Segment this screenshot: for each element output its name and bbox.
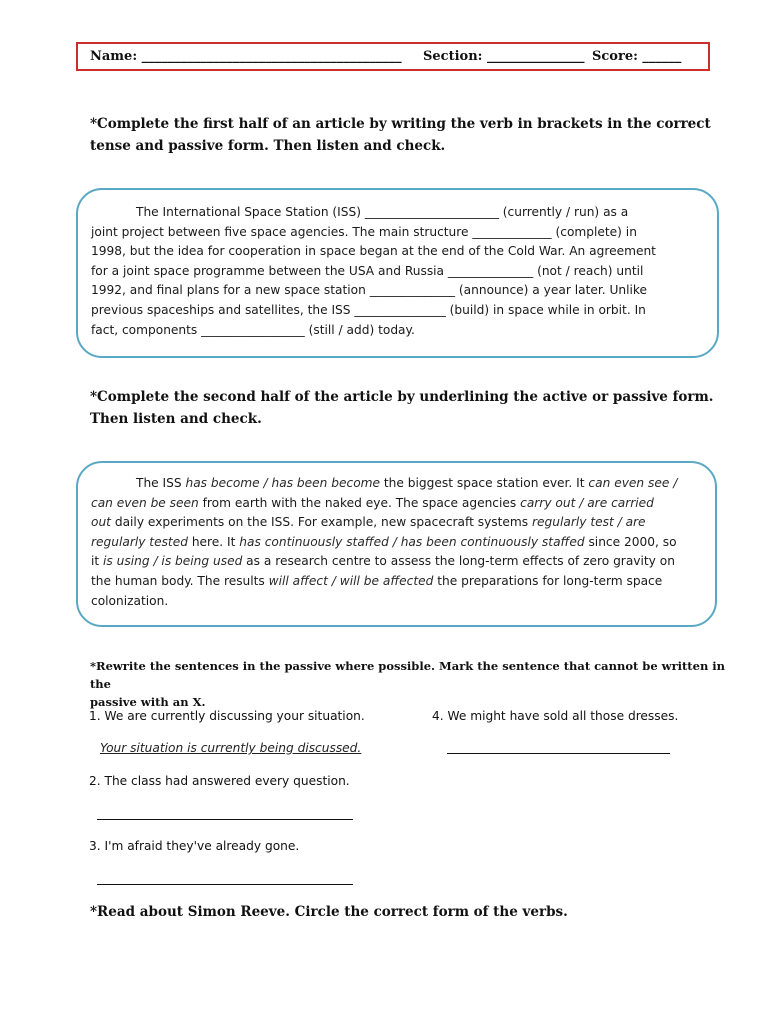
article-text: from earth with the naked eye. The space agencies [198,495,521,510]
article-text: the biggest space station ever. It [380,476,589,490]
verb-choice[interactable]: has become / has been become [185,476,381,490]
question-1: 1. We are currently discussing your situation. [89,709,365,723]
article-text: colonization. [91,593,169,608]
question-1-answer: Your situation is currently being discussed. [100,741,362,755]
article-line: previous spaceships and satellites, the ISS _______________ (build) in space while in orbit. In [91,302,646,317]
question-3-answer-line[interactable] [97,884,353,885]
question-4-answer-line[interactable] [447,753,670,754]
article-line [91,533,711,553]
article-line [91,474,711,494]
article-line: joint project between five space agencies. The main structure _____________ (complete) in [91,224,637,239]
name-field[interactable]: Name: ________________________________________ [90,49,402,64]
part3-instruction [90,657,730,711]
article-text: since 2000, so [584,534,677,549]
article-line: for a joint space programme between the USA and Russia ______________ (not / reach) until [91,263,644,278]
part1-instruction-line: *Complete the first half of an article by writing the verb in brackets in the correct [90,116,711,132]
article-second-half-text [91,474,711,611]
article-text: it [91,554,104,569]
article-line [91,572,711,592]
article-line [91,552,711,572]
article-line: fact, components _________________ (still / add) today. [91,322,415,337]
article-line [91,513,711,533]
article-line: The International Space Station (ISS) ______________________ (currently / run) as a [136,205,629,219]
part1-instruction-line: tense and passive form. Then listen and check. [90,138,446,154]
part4-instruction: *Read about Simon Reeve. Circle the correct form of the verbs. [90,904,568,920]
part3-instruction-line: *Rewrite the sentences in the passive where possible. Mark the sentence that cannot be written in the [90,659,726,691]
question-2-answer-line[interactable] [97,819,353,820]
verb-choice[interactable]: carry out / are carried [520,495,654,510]
verb-choice[interactable]: will affect / will be affected [268,573,434,588]
article-text: the human body. The results [91,573,269,588]
verb-choice[interactable]: can even see / [588,476,678,490]
student-info-header [76,42,710,71]
verb-choice[interactable]: can even be seen [91,495,199,510]
part2-instruction [90,386,730,430]
article-line: 1992, and final plans for a new space station ______________ (announce) a year later. Unlike [91,283,648,298]
article-line [91,592,711,612]
verb-choice[interactable]: regularly test / are [532,515,646,530]
section-field[interactable]: Section: _______________ [423,49,585,64]
article-text: daily experiments on the ISS. For example, new spacecraft systems [110,515,533,530]
article-text: as a research centre to assess the long-term effects of zero gravity on [242,554,675,569]
part3-instruction-line: passive with an X. [90,695,206,709]
verb-choice[interactable]: out [91,515,111,530]
verb-choice[interactable]: regularly tested [91,534,188,549]
question-2: 2. The class had answered every question. [89,774,350,788]
part1-instruction [90,113,730,157]
score-field[interactable]: Score: ______ [592,49,682,64]
question-4: 4. We might have sold all those dresses. [432,709,679,723]
article-text: The ISS [136,476,186,490]
article-text: here. It [187,534,240,549]
part2-instruction-line: Then listen and check. [90,411,262,427]
verb-choice[interactable]: is using / is being used [103,554,243,569]
part2-instruction-line: *Complete the second half of the article by underlining the active or passive form. [90,389,714,405]
question-3: 3. I'm afraid they've already gone. [89,839,300,853]
article-first-half-text [91,203,711,340]
article-line [91,494,711,514]
verb-choice[interactable]: has continuously staffed / has been continuously staffed [239,534,585,549]
article-line: 1998, but the idea for cooperation in space began at the end of the Cold War. An agreement [91,244,656,259]
article-text: the preparations for long-term space [433,573,663,588]
